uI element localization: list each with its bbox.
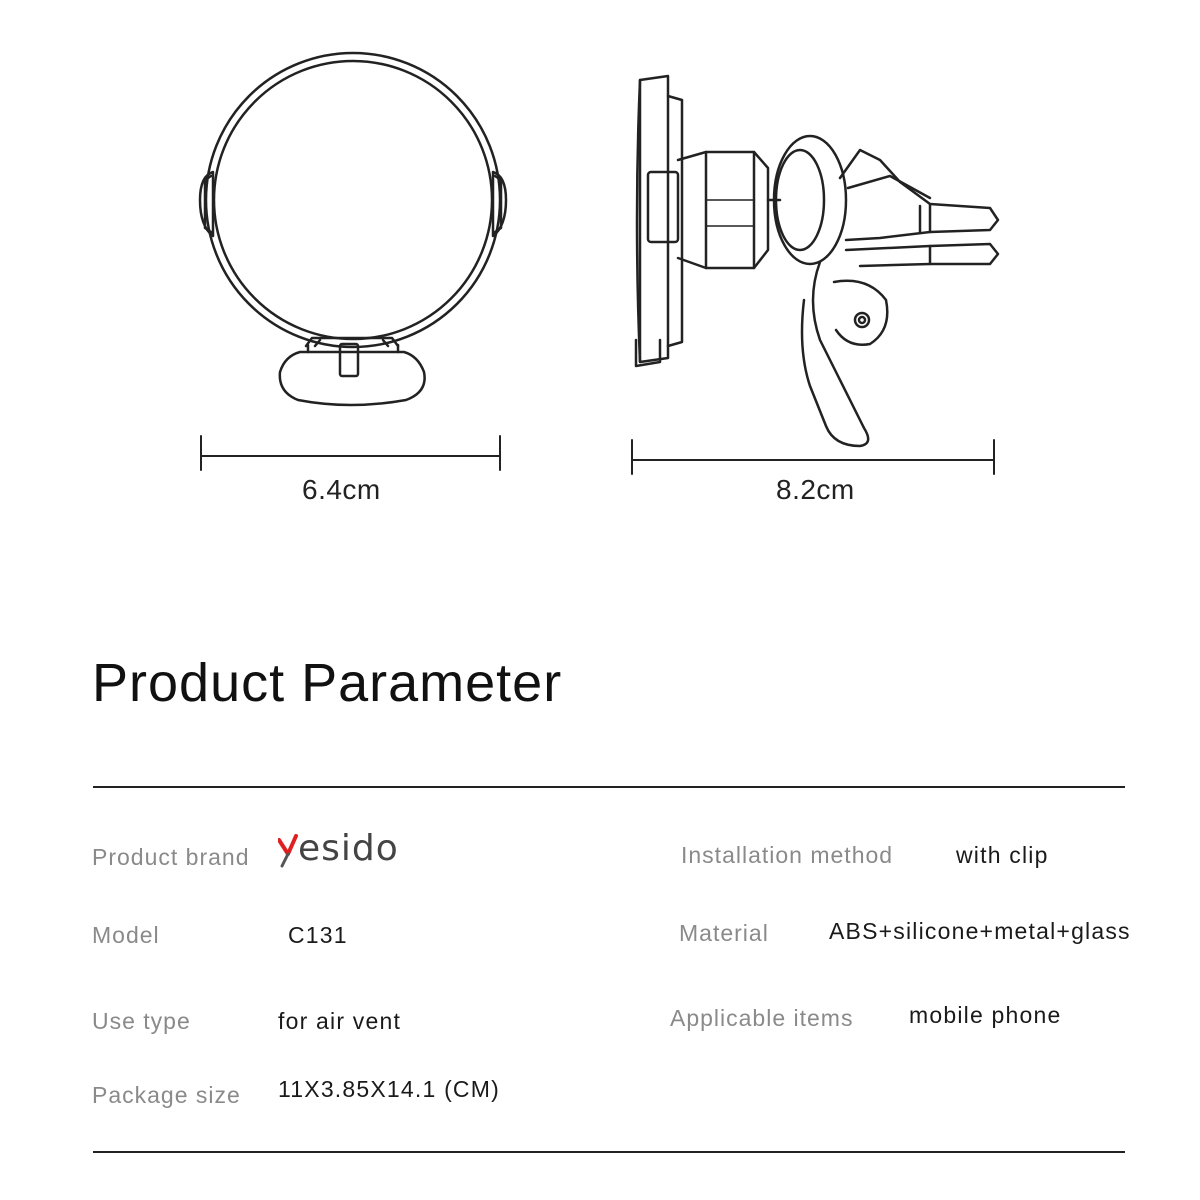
use-type-value: for air vent xyxy=(278,1008,402,1034)
front-width-dimension: 6.4cm xyxy=(302,474,381,505)
page-title: Product Parameter xyxy=(92,653,563,713)
front-view-drawing xyxy=(200,53,506,470)
product-brand-label: Product brand xyxy=(92,844,250,870)
installation-method-value: with clip xyxy=(956,842,1049,868)
package-size-value: 11X3.85X14.1 (CM) xyxy=(278,1076,500,1102)
brand-logo-y-mark xyxy=(278,834,300,868)
top-divider xyxy=(93,786,1125,788)
installation-method-label: Installation method xyxy=(681,842,894,868)
side-view-drawing xyxy=(632,76,998,474)
product-line-drawings xyxy=(0,0,1200,560)
applicable-items-label: Applicable items xyxy=(670,1005,854,1031)
material-label: Material xyxy=(679,920,769,946)
brand-wordmark: esido xyxy=(298,828,399,869)
model-label: Model xyxy=(92,922,160,948)
use-type-label: Use type xyxy=(92,1008,191,1034)
material-value: ABS+silicone+metal+glass xyxy=(829,918,1131,944)
applicable-items-value: mobile phone xyxy=(909,1002,1062,1028)
model-value: C131 xyxy=(288,922,348,948)
side-width-dimension: 8.2cm xyxy=(776,474,855,505)
bottom-divider xyxy=(93,1151,1125,1153)
package-size-label: Package size xyxy=(92,1082,241,1108)
